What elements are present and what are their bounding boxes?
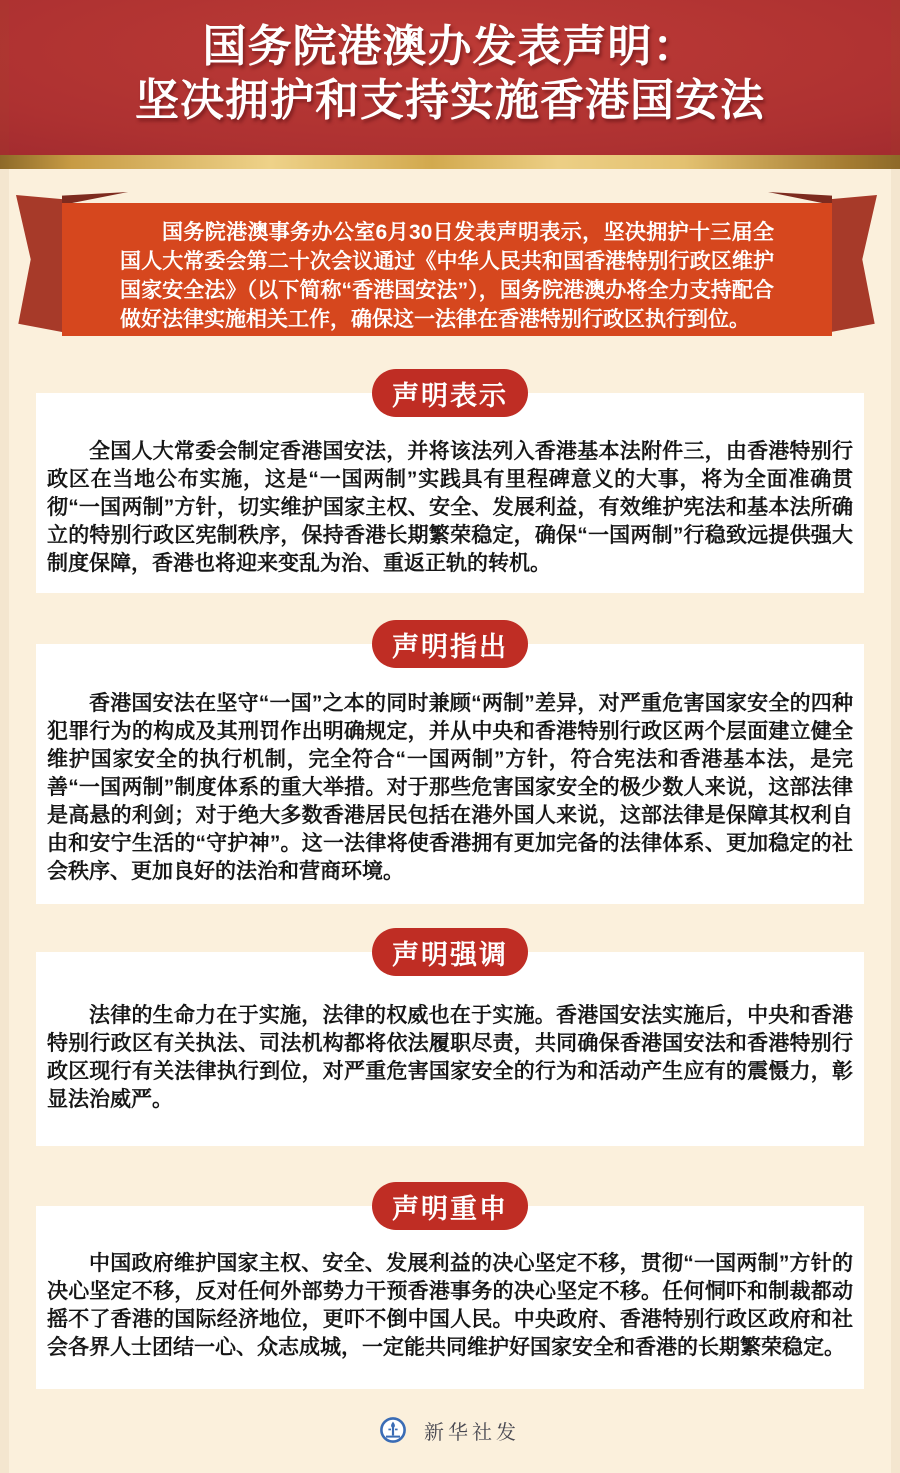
section-badge-label: 声明重申 [392, 1193, 508, 1224]
section-badge-1 [372, 369, 528, 417]
header-banner [0, 0, 900, 155]
statement-section-1 [36, 380, 864, 593]
section-paragraph: 香港国安法在坚守“一国”之本的同时兼顾“两制”差异，对严重危害国家安全的四种犯罪行为的构成及其刑罚作出明确规定，并从中央和香港特别行政区两个层面建立健全维护国家安全的执行机制，完全符合“一国两制”方针，符合宪法和香港基本法，是完善“一国两制”制度体系的重大举措。对于那些危害国家安全的极少数人来说，这部法律是高悬的利剑；对于绝大多数香港居民包括在港外国人来说，这部法律是保障其权利自由和安宁生活的“守护神”。这一法律将使香港拥有更加完备的法律体系、更加稳定的社会秩序、更加良好的法治和营商环境。 [47, 692, 853, 883]
section-badge-2 [372, 620, 528, 668]
section-badge-3 [372, 928, 528, 976]
statement-section-3 [36, 939, 864, 1146]
section-badge-label: 声明指出 [392, 631, 508, 662]
credit-text: 新华社发 [424, 1421, 520, 1444]
gold-divider [0, 155, 900, 169]
xinhua-emblem-icon [380, 1417, 406, 1443]
page-title-line1: 国务院港澳办发表声明： [202, 22, 698, 71]
section-paragraph: 全国人大常委会制定香港国安法，并将该法列入香港基本法附件三，由香港特别行政区在当地公布实施，这是“一国两制”实践具有里程碑意义的大事，将为全面准确贯彻“一国两制”方针，切实维护国家主权、安全、发展利益，有效维护宪法和基本法所确立的特别行政区宪制秩序，保持香港长期繁荣稳定，确保“一国两制”行稳致远提供强大制度保障，香港也将迎来变乱为治、重返正轨的转机。 [47, 440, 853, 575]
statement-section-2 [36, 631, 864, 904]
left-edge-shade [0, 0, 9, 1473]
page-title-line2: 坚决拥护和支持实施香港国安法 [135, 76, 765, 125]
footer [0, 1413, 900, 1447]
ribbon-tail-right [831, 195, 877, 332]
page-title [0, 20, 900, 128]
section-paragraph: 中国政府维护国家主权、安全、发展利益的决心坚定不移，贯彻“一国两制”方针的决心坚定不移，反对任何外部势力干预香港事务的决心坚定不移。任何恫吓和制裁都动摇不了香港的国际经济地位，更吓不倒中国人民。中央政府、香港特别行政区政府和社会各界人士团结一心、众志成城，一定能共同维护好国家安全和香港的长期繁荣稳定。 [47, 1252, 853, 1359]
right-edge-shade [891, 0, 900, 1473]
section-badge-label: 声明表示 [392, 380, 508, 411]
intro-banner [62, 203, 832, 336]
statement-section-4 [36, 1193, 864, 1389]
section-paragraph: 法律的生命力在于实施，法律的权威也在于实施。香港国安法实施后，中央和香港特别行政区有关执法、司法机构都将依法履职尽责，共同确保香港国安法和香港特别行政区现行有关法律执行到位，对严重危害国家安全的行为和活动产生应有的震慑力，彰显法治威严。 [47, 1004, 853, 1111]
intro-text: 国务院港澳事务办公室6月30日发表声明表示，坚决拥护十三届全国人大常委会第二十次会议通过《中华人民共和国香港特别行政区维护国家安全法》（以下简称“香港国安法”），国务院港澳办将全力支持配合做好法律实施相关工作，确保这一法律在香港特别行政区执行到位。 [120, 221, 774, 331]
ribbon-tail-left [16, 195, 62, 332]
section-badge-4 [372, 1182, 528, 1230]
section-badge-label: 声明强调 [392, 939, 508, 970]
